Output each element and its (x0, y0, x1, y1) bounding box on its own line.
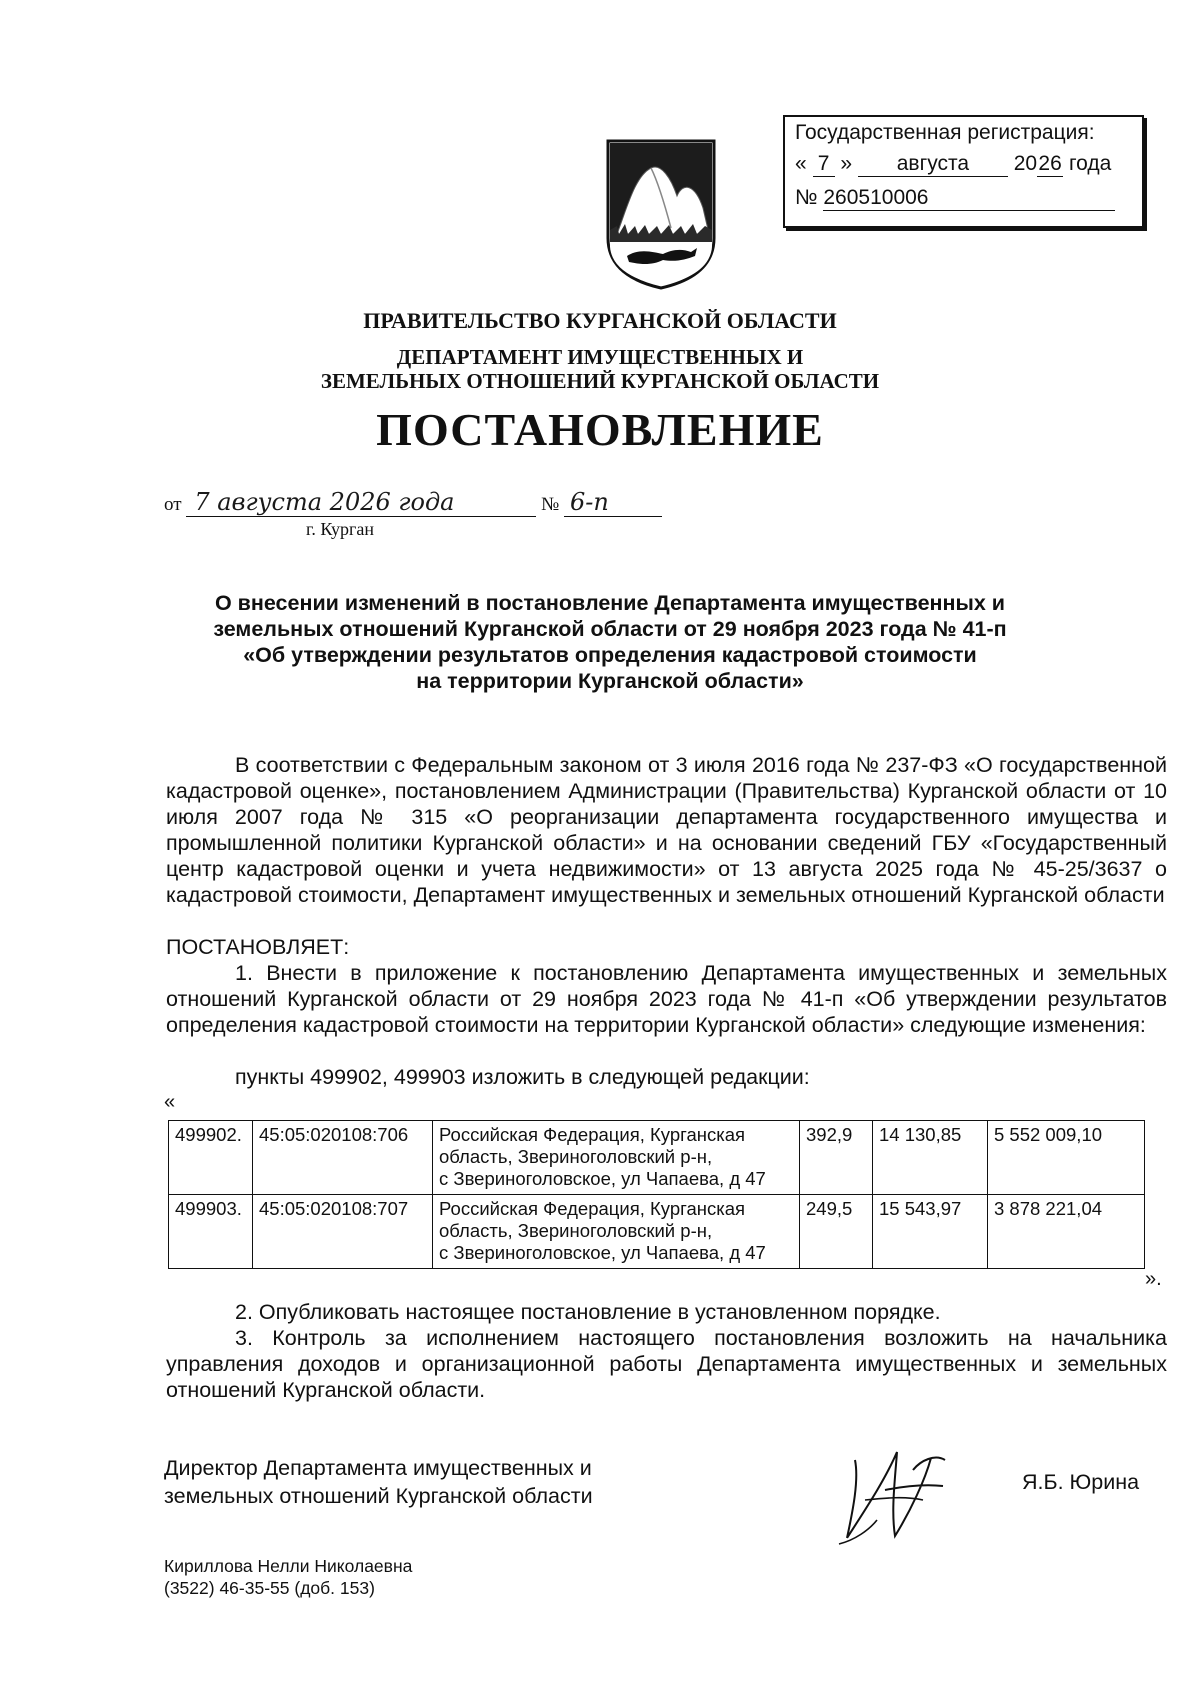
handwritten-signature (825, 1440, 975, 1550)
registration-day: 7 (813, 152, 835, 177)
registration-stamp (783, 115, 1144, 228)
item-1-subparagraph: пункты 499902, 499903 изложить в следующей редакции: (235, 1065, 810, 1089)
cadastral-number-cell: 45:05:020108:706 (253, 1121, 433, 1195)
title-line: земельных отношений Курганской области от 29 ноября 2023 года № 41-п (213, 617, 1007, 641)
area-cell: 249,5 (800, 1195, 873, 1269)
signatory-position: Директор Департамента имущественных и земельных отношений Курганской области (164, 1456, 593, 1508)
preamble-paragraph: В соответствии с Федеральным законом от 3 июля 2016 года № 237-ФЗ «О государственной кадастровой оценке», постановлением Администрации (Правительства) Курганской области от 10 июля 2007 года № 315 «О реорганизации департамента государственного имущества и промышленной политики Курганской области» и на основании сведений ГБУ «Государственный центр кадастровой оценки и учета недвижимости» от 13 августа 2025 года № 45-25/3637 о кадастровой стоимости, Департамент имущественных и земельных отношений Курганской области (166, 753, 1167, 907)
registration-date: « 7 » августа 2026 года (795, 152, 1112, 175)
executor-name: Кириллова Нелли Николаевна (164, 1556, 413, 1576)
department-name-line2: ЗЕМЕЛЬНЫХ ОТНОШЕНИЙ КУРГАНСКОЙ ОБЛАСТИ (320, 369, 880, 393)
from-label: от (164, 494, 182, 515)
table-open-quote: « (164, 1091, 176, 1113)
item-3-paragraph: 3. Контроль за исполнением настоящего постановления возложить на начальника управления доходов и организационной работы Департамента имущественных и земельных отношений Курганской области. (166, 1326, 1167, 1402)
area-cell: 392,9 (800, 1121, 873, 1195)
table-close-quote: ». (1145, 1268, 1162, 1290)
address-cell: Российская Федерация, Курганская область, Звериноголовский р-н, с Звериноголовское, ул Чапаева, д 47 (433, 1121, 800, 1195)
executor-phone: (3522) 46-35-55 (доб. 153) (164, 1578, 375, 1598)
title-line: О внесении изменений в постановление Департамента имущественных и (214, 591, 1006, 615)
decree-word: ПОСТАНОВЛЯЕТ: (166, 935, 350, 959)
department-name-line1: ДЕПАРТАМЕНТ ИМУЩЕСТВЕННЫХ И (396, 345, 804, 369)
document-type: ПОСТАНОВЛЕНИЕ (376, 404, 824, 455)
executor-contact (164, 1555, 412, 1599)
total-value-cell: 5 552 009,10 (988, 1121, 1145, 1195)
signatory-name: Я.Б. Юрина (1022, 1470, 1140, 1494)
row-number-cell: 499903. (169, 1195, 253, 1269)
handwritten-date: 7 августа 2026 года (186, 488, 536, 517)
registration-year: 26 (1038, 152, 1062, 175)
title-line: «Об утверждении результатов определения кадастровой стоимости (243, 643, 977, 667)
registration-number: 260510006 (823, 186, 1115, 211)
document-title (150, 590, 1070, 694)
handwritten-number: 6-п (564, 488, 662, 517)
total-value-cell: 3 878 221,04 (988, 1195, 1145, 1269)
unit-value-cell: 15 543,97 (873, 1195, 988, 1269)
registration-number-line: № 260510006 (795, 186, 1115, 211)
cadastral-number-cell: 45:05:020108:707 (253, 1195, 433, 1269)
number-label: № (541, 494, 560, 515)
registration-month: августа (858, 152, 1008, 177)
registration-title: Государственная регистрация: (795, 121, 1095, 144)
title-line: на территории Курганской области» (416, 669, 804, 693)
date-number-line (164, 488, 662, 517)
unit-value-cell: 14 130,85 (873, 1121, 988, 1195)
coat-of-arms-emblem (605, 138, 717, 290)
item-2-paragraph: 2. Опубликовать настоящее постановление в установленном порядке. (235, 1300, 941, 1324)
cadastral-changes-table (168, 1120, 1145, 1269)
city-name: г. Курган (306, 519, 375, 539)
address-cell: Российская Федерация, Курганская область, Звериноголовский р-н, с Звериноголовское, ул Чапаева, д 47 (433, 1195, 800, 1269)
table-row (169, 1121, 1145, 1195)
row-number-cell: 499902. (169, 1121, 253, 1195)
table-row (169, 1195, 1145, 1269)
government-name: ПРАВИТЕЛЬСТВО КУРГАНСКОЙ ОБЛАСТИ (363, 308, 837, 333)
item-1-paragraph: 1. Внести в приложение к постановлению Департамента имущественных и земельных отношений Курганской области от 29 ноября 2023 года № 41-п «Об утверждении результатов определения кадастровой стоимости на территории Курганской области» следующие изменения: (166, 961, 1167, 1037)
